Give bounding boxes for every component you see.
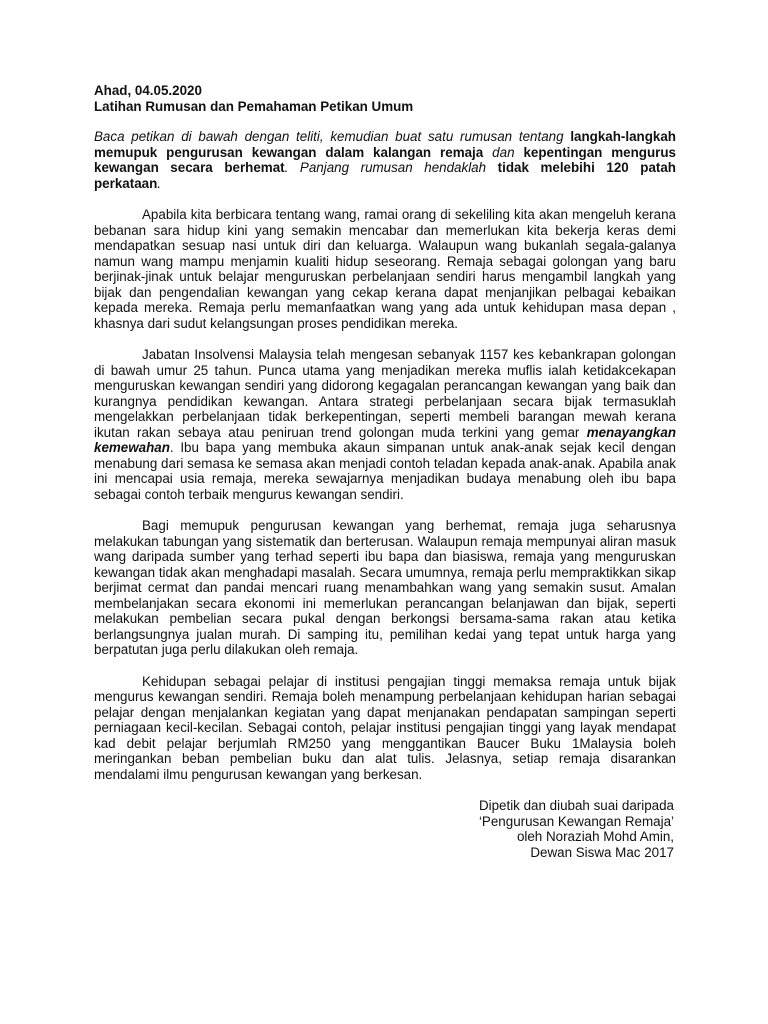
paragraph-4: Kehidupan sebagai pelajar di institusi pengajian tinggi memaksa remaja untuk bijak mengurus kewangan sendiri. Remaja boleh menampung perbelanjaan kehidupan harian sebagai pelajar dengan menjalankan kegiatan yang dapat menjanakan pendapatan sampingan seperti perniagaan kecil-kecilan. Sebagai contoh, pelajar institusi pengajian tinggi yang layak mendapat kad debit pelajar berjumlah RM250 yang menggantikan Baucer Buku 1Malaysia boleh meringankan beban pembelian buku dan alat tulis. Jelasnya, setiap remaja disarankan mendalami ilmu pengurusan kewangan yang berkesan. bbox=[94, 673, 676, 782]
source-line-2: ‘Pengurusan Kewangan Remaja’ bbox=[478, 813, 674, 829]
paragraph-3: Bagi memupuk pengurusan kewangan yang berhemat, remaja juga seharusnya melakukan tabungan yang sistematik dan berterusan. Walaupun remaja mempunyai aliran masuk wang daripada sumber yang terhad seperti ibu bapa dan biasiswa, remaja yang menguruskan kewangan tidak akan menghadapi masalah. Secara umumnya, remaja perlu mempraktikkan sikap berjimat cermat dan pandai mencari ruang menambahkan wang yang semakin susut. Amalan membelanjakan secara ekonomi ini memerlukan perancangan belanjawan dan bijak, seperti melakukan pembelian secara pukal dengan berkongsi bersama-sama rakan atau ketika berlangsungnya jualan murah. Di samping itu, pemilihan kedai yang tepat untuk harga yang berpatutan juga perlu dilakukan oleh remaja. bbox=[94, 518, 676, 657]
instruction-bold1: langkah-langkah memupuk pengurusan kewangan dalam kalangan remaja bbox=[94, 129, 676, 160]
document-date: Ahad, 04.05.2020 bbox=[94, 83, 202, 98]
instruction-part1: Baca petikan di bawah dengan teliti, kemudian buat satu rumusan tentang bbox=[94, 129, 571, 144]
instruction-part4: . bbox=[157, 175, 161, 191]
source-line-4: Dewan Siswa Mac 2017 bbox=[530, 844, 674, 860]
document-title: Latihan Rumusan dan Pemahaman Petikan Umum bbox=[94, 98, 414, 114]
paragraph-2-emphasis: menayangkan kemewahan bbox=[94, 424, 676, 455]
instruction-bold2: kepentingan mengurus kewangan secara berhemat bbox=[94, 144, 676, 175]
paragraph-2-part-a: Jabatan Insolvensi Malaysia telah mengesan sebanyak 1157 kes kebankrapan golongan di bawah umur 25 tahun. Punca utama yang menjadikan mereka muflis ialah ketidakcekapan menguruskan kewangan sendiri yang didorong kegagalan perancangan kewangan yang baik dan kurangnya pendidikan kewangan. Antara strategi perbelanjaan secara bijak termasuklah mengelakkan perbelanjaan tidak berkepentingan, seperti membeli barangan mewah kerana ikutan rakan sebaya atau peniruan trend golongan muda terkini yang gemar bbox=[94, 347, 676, 440]
paragraph-1: Apabila kita berbicara tentang wang, ramai orang di sekeliling kita akan mengeluh kerana bebanan sara hidup kini yang semakin mencabar dan memerlukan kita bekerja keras demi mendapatkan sesuap nasi untuk diri dan keluarga. Walaupun wang bukanlah segala-galanya namun wang mampu menjamin kualiti hidup seseorang. Remaja sebagai golongan yang baru berjinak-jinak untuk belajar menguruskan perbelanjaan sendiri harus mengambil langkah yang bijak dan pengendalian kewangan yang cekap kerana dapat menjanjikan pelbagai kebaikan kepada mereka. Remaja perlu memanfaatkan wang yang ada untuk kehidupan masa depan , khasnya dari sudut kelangsungan proses pendidikan mereka. bbox=[94, 207, 676, 331]
source-line-3: oleh Noraziah Mohd Amin, bbox=[516, 829, 674, 844]
instruction-text bbox=[94, 129, 676, 191]
source-line-1: Dipetik dan diubah suai daripada bbox=[478, 798, 674, 813]
document-page bbox=[94, 83, 676, 860]
instruction-part3: . Panjang rumusan hendaklah bbox=[284, 160, 498, 175]
paragraph-2-part-b: . Ibu bapa yang membuka akaun simpanan untuk anak-anak sejak kecil dengan menabung dari semasa ke semasa akan menjadi contoh teladan kepada anak-anak. Apabila anak ini mencapai usia remaja, mereka sewajarnya menjadikan budaya menabung oleh ibu bapa sebagai contoh terbaik mengurus kewangan sendiri. bbox=[94, 440, 676, 502]
instruction-part2: dan bbox=[483, 144, 524, 160]
source-citation bbox=[94, 798, 676, 860]
paragraph-2 bbox=[94, 347, 676, 502]
instruction-bold3: tidak melebihi 120 patah perkataan bbox=[94, 160, 676, 191]
